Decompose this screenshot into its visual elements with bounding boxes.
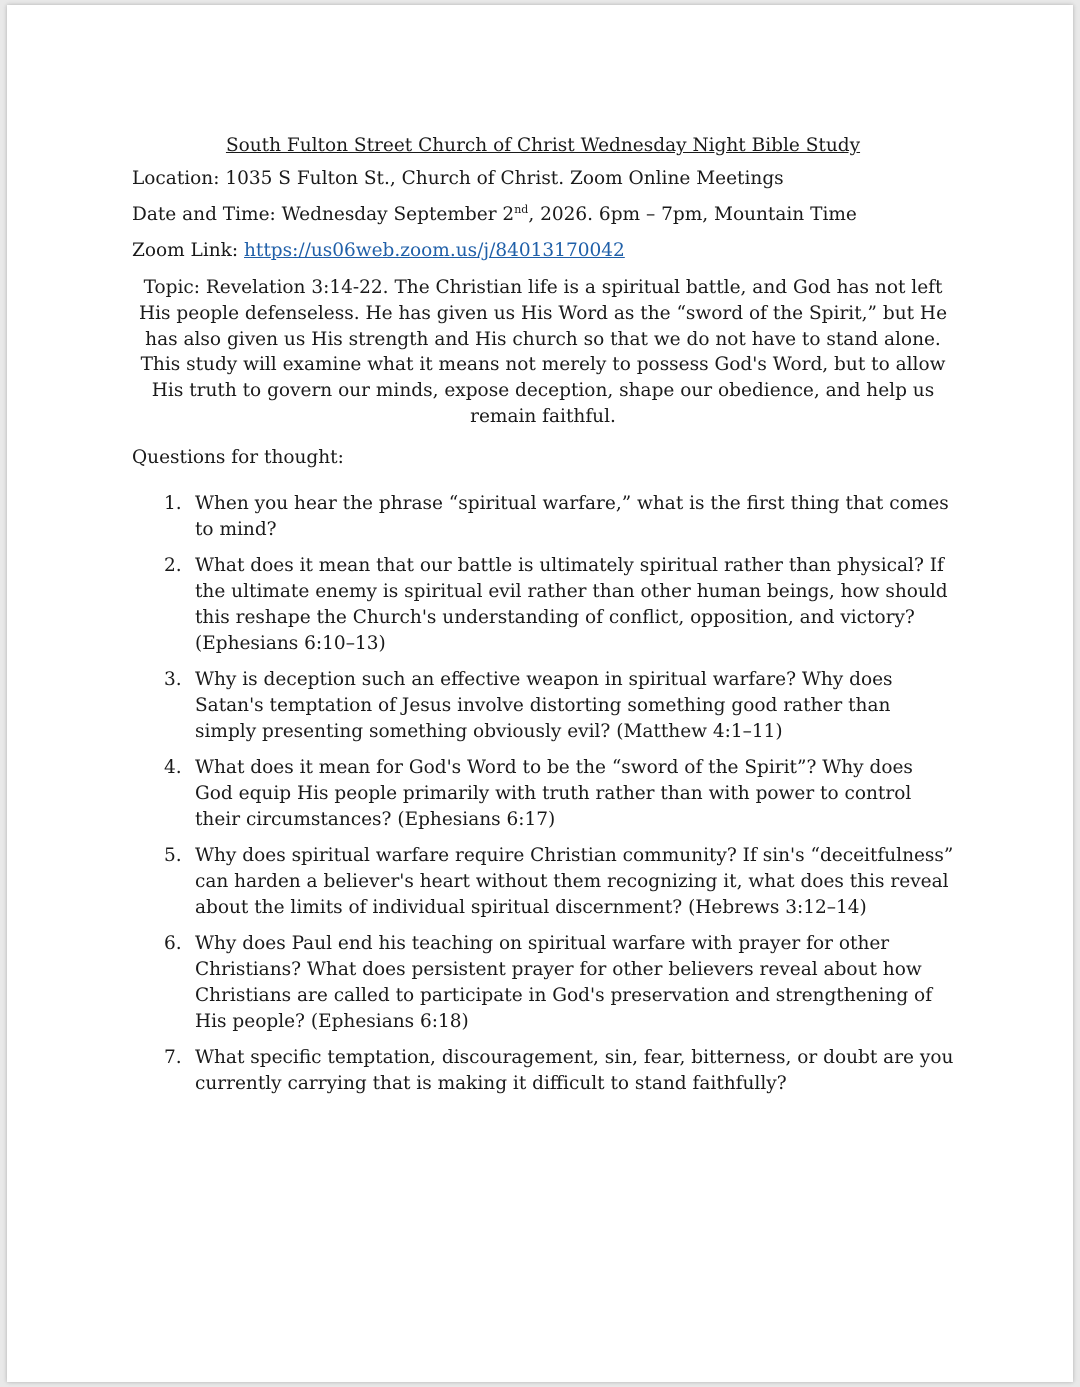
- date-ordinal: nd: [514, 203, 529, 216]
- document-page: [7, 5, 1073, 1382]
- question-number: 4.: [164, 756, 182, 778]
- question-list: [132, 491, 954, 1097]
- document-content: [132, 131, 954, 1107]
- zoom-label: Zoom Link:: [132, 240, 244, 261]
- question-number: 1.: [164, 492, 182, 514]
- zoom-link[interactable]: https://us06web.zoom.us/j/84013170042: [244, 240, 625, 261]
- questions-heading: Questions for thought:: [132, 446, 344, 468]
- question-item: [132, 667, 954, 745]
- question-text: When you hear the phrase “spiritual warfare,” what is the first thing that comes to mind?: [195, 492, 949, 540]
- question-number: 5.: [164, 844, 182, 866]
- document-title: South Fulton Street Church of Christ Wednesday Night Bible Study: [225, 135, 861, 156]
- question-item: [132, 755, 954, 833]
- location-line: Location: 1035 S Fulton St., Church of Christ. Zoom Online Meetings: [132, 168, 784, 189]
- question-number: 7.: [164, 1046, 182, 1068]
- question-text: Why is deception such an effective weapon in spiritual warfare? Why does Satan's temptation of Jesus involve distorting something good rather than simply presenting something obviously evil? (Matthew 4:1–11): [195, 668, 893, 742]
- question-text: What does it mean for God's Word to be the “sword of the Spirit”? Why does God equip His people primarily with truth rather than with power to control their circumstances? (Ephesians 6:17): [195, 756, 913, 830]
- question-text: What specific temptation, discouragement, sin, fear, bitterness, or doubt are you currently carrying that is making it difficult to stand faithfully?: [195, 1046, 954, 1094]
- question-number: 3.: [164, 668, 182, 690]
- question-number: 6.: [164, 932, 182, 954]
- question-number: 2.: [164, 554, 182, 576]
- question-item: [132, 843, 954, 921]
- zoom-line: [132, 233, 954, 269]
- question-item: [132, 1045, 954, 1097]
- question-text: Why does Paul end his teaching on spiritual warfare with prayer for other Christians? What does persistent prayer for other believers reveal about how Christians are called to participate in God's preservation and strengthening of His people? (Ephesians 6:18): [195, 932, 933, 1032]
- question-item: [132, 553, 954, 657]
- date-time-suffix: , 2026. 6pm – 7pm, Mountain Time: [528, 204, 857, 225]
- question-item: [132, 491, 954, 543]
- question-text: What does it mean that our battle is ultimately spiritual rather than physical? If the ultimate enemy is spiritual evil rather than other human beings, how should this reshape the Church's understanding of conflict, opposition, and victory? (Ephesians 6:10–13): [195, 554, 948, 654]
- topic-paragraph: Topic: Revelation 3:14-22. The Christian life is a spiritual battle, and God has not left His people defenseless. He has given us His Word as the “sword of the Spirit,” but He has also given us His strength and His church so that we do not have to stand alone. This study will examine what it means not merely to possess God's Word, but to allow His truth to govern our minds, expose deception, shape our obedience, and help us remain faithful.: [138, 277, 948, 427]
- date-time-line: [132, 197, 954, 233]
- question-item: [132, 931, 954, 1035]
- question-text: Why does spiritual warfare require Christian community? If sin's “deceitfulness” can harden a believer's heart without them recognizing it, what does this reveal about the limits of individual spiritual discernment? (Hebrews 3:12–14): [195, 844, 954, 918]
- date-time-prefix: Date and Time: Wednesday September 2: [132, 204, 515, 225]
